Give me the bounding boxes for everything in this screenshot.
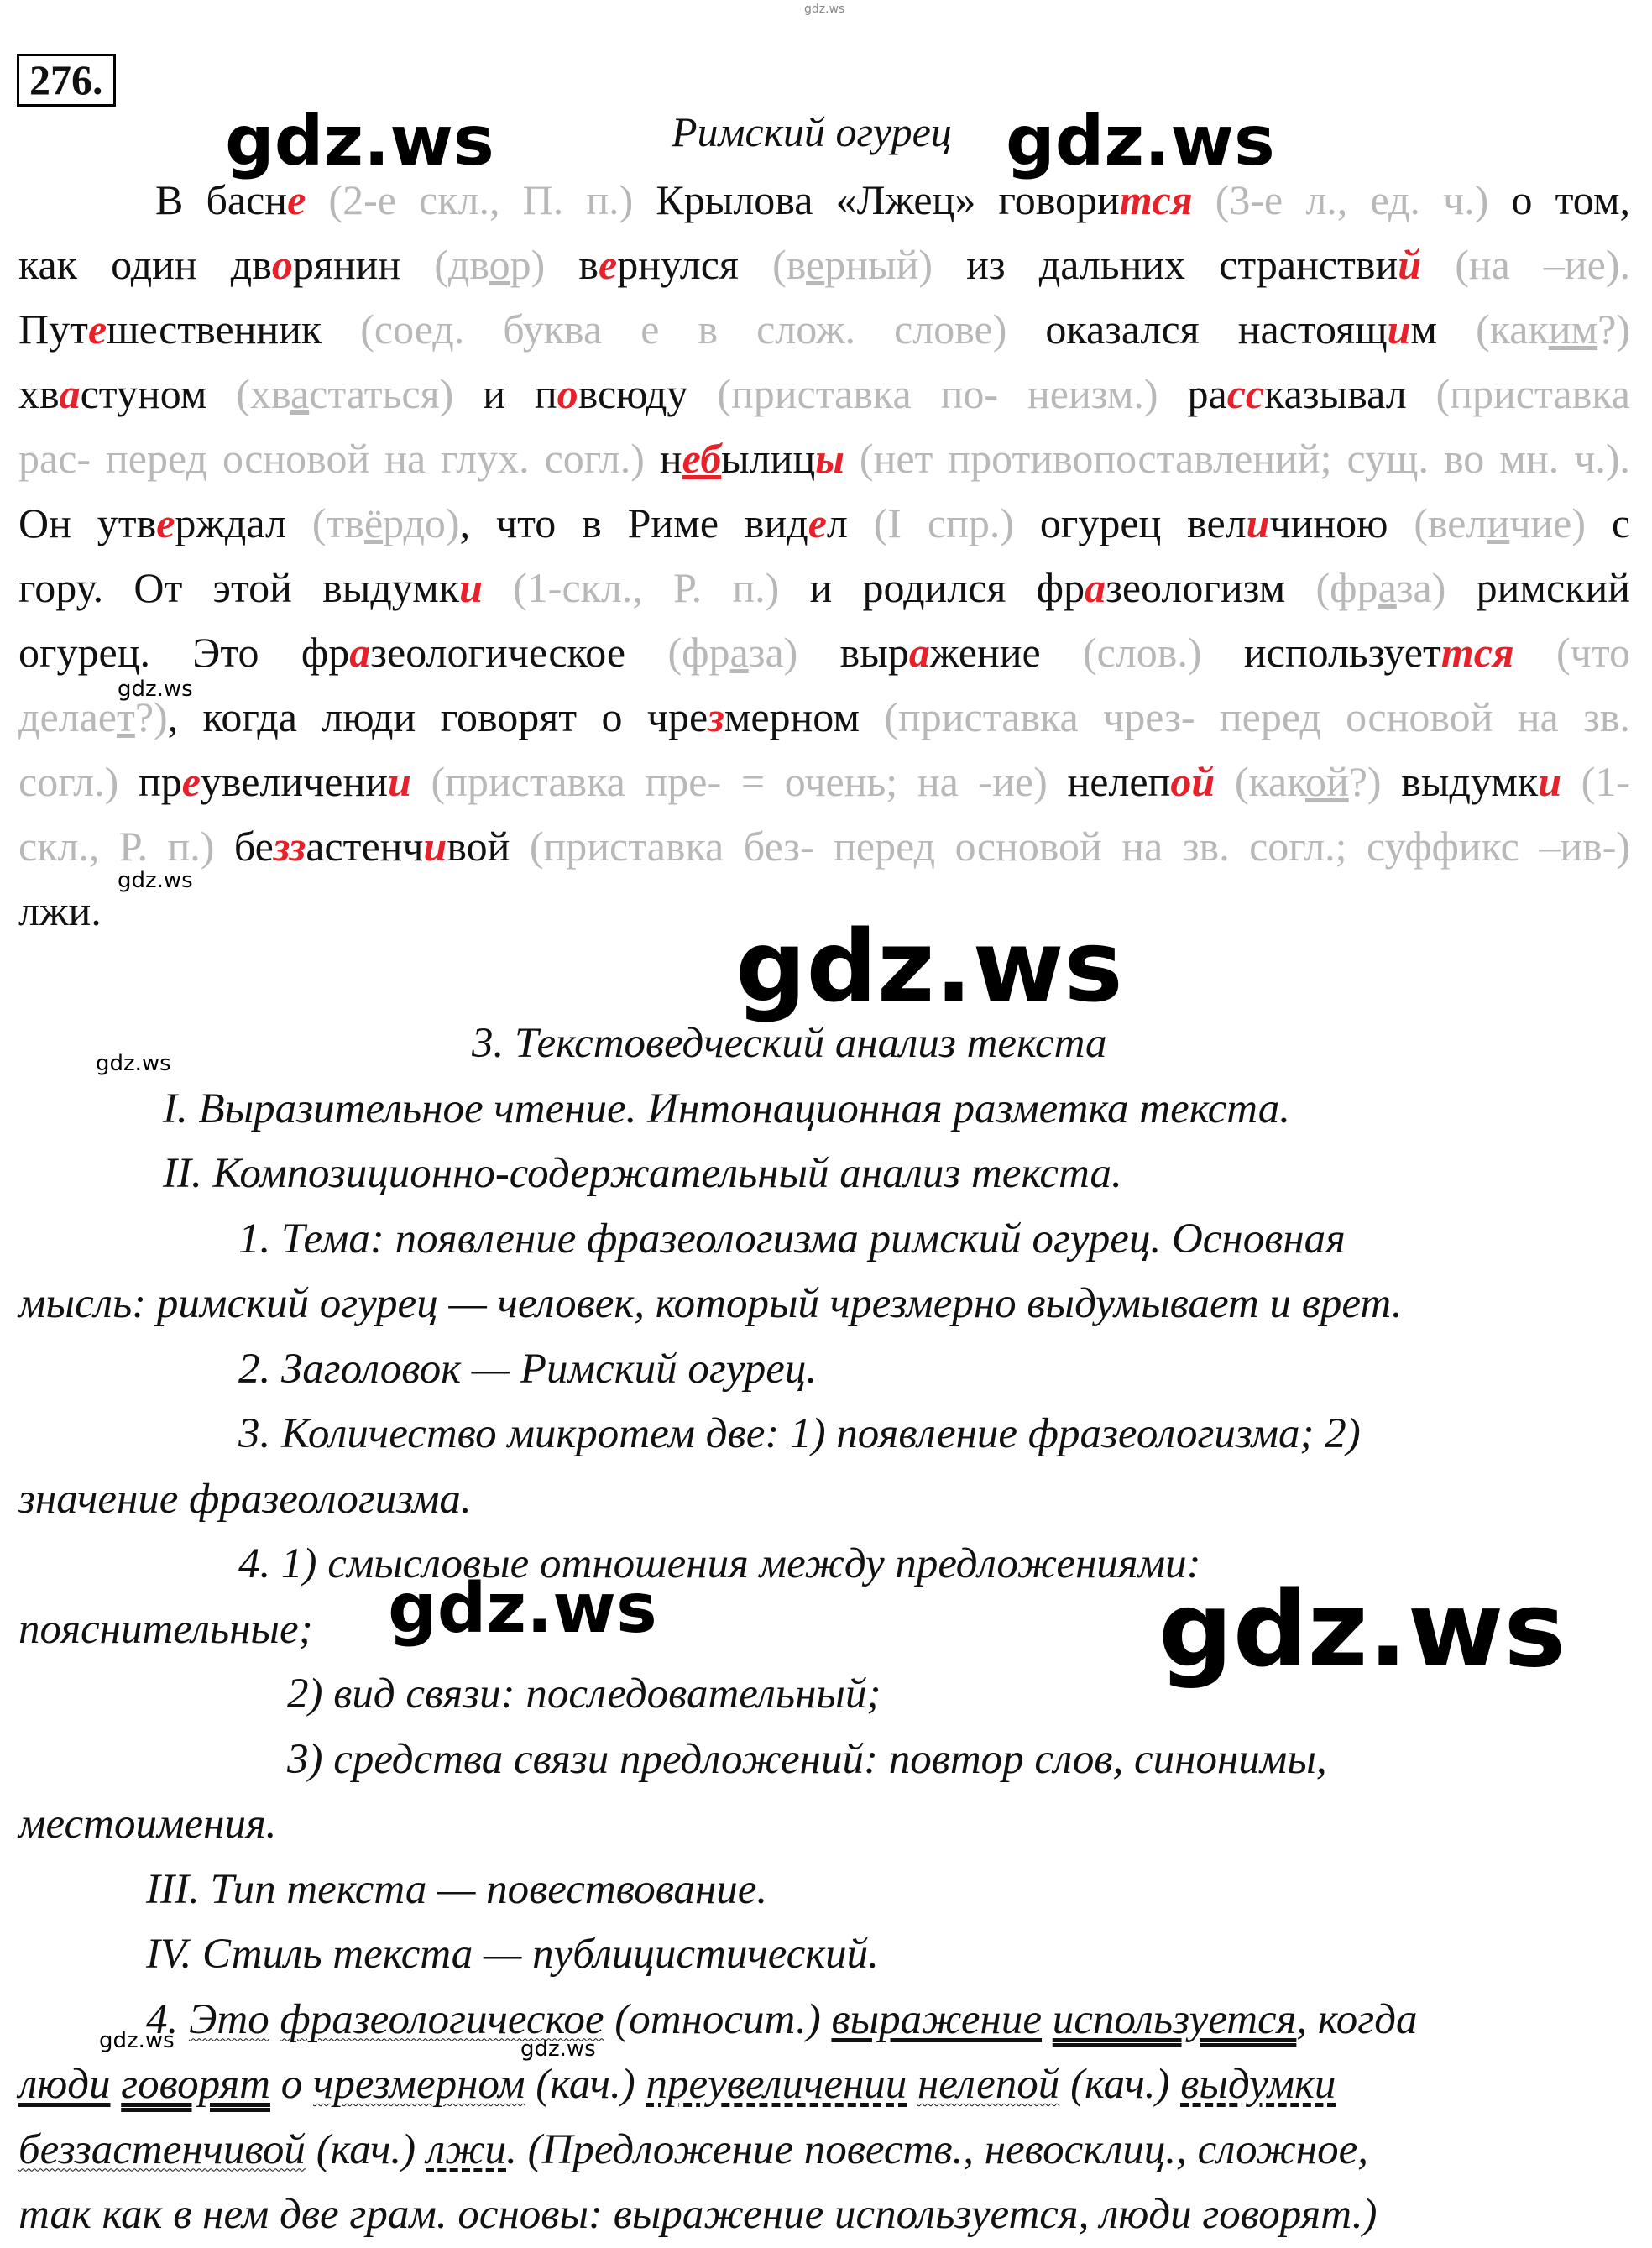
sentence-parse-line-3: беззастенчивой (кач.) лжи. (Предложение повеств., невосклиц., сложное, <box>18 2125 1368 2173</box>
text-line: В басне (2-е скл., П. п.) Крылова «Лжец» говорится (3-е л., ед. ч.) о том, <box>155 176 1630 223</box>
watermark: gdz.ws <box>1158 1570 1566 1691</box>
exercise-number: 276. <box>17 54 116 107</box>
analysis-heading: 3. Текстоведческий анализ текста <box>472 1020 1107 1067</box>
watermark-top: gdz.ws <box>804 3 845 16</box>
analysis-item-i: I. Выразительное чтение. Интонационная разметка текста. <box>163 1085 1290 1132</box>
watermark: gdz.ws <box>225 102 494 181</box>
text-line: делает?), когда люди говорят о чрезмерном (приставка чрез- перед основой на зв. <box>18 693 1630 740</box>
sentence-parse-line-1: 4. Это фразеологическое (относит.) выражение используется, когда <box>146 1995 1418 2043</box>
analysis-relations-cont: пояснительные; <box>18 1605 313 1653</box>
text-line: скл., Р. п.) беззастенчивой (приставка без- перед основой на зв. согл.; суффикс –ив-) <box>18 823 1630 870</box>
text-line: рас- перед основой на глух. согл.) небылицы (нет противопоставлений; сущ. во мн. ч.). <box>18 435 1631 482</box>
text-line: Он утверждал (твёрдо), что в Риме видел (I спр.) огурец величиною (величие) с <box>18 499 1631 546</box>
analysis-link-means: 3) средства связи предложений: повтор слов, синонимы, <box>287 1735 1327 1783</box>
analysis-microthemes-cont: значение фразеологизма. <box>18 1475 472 1523</box>
analysis-link-means-cont: местоимения. <box>18 1801 277 1848</box>
text-title: Римский огурец <box>672 108 952 155</box>
analysis-title: 2. Заголовок — Римский огурец. <box>238 1345 818 1393</box>
watermark: gdz.ws <box>388 1569 657 1649</box>
watermark: gdz.ws <box>520 2036 596 2062</box>
watermark: gdz.ws <box>118 677 193 702</box>
text-line: огурец. Это фразеологическое (фраза) выражение (слов.) используеттся (что <box>18 629 1631 676</box>
watermark: gdz.ws <box>118 868 193 893</box>
watermark: gdz.ws <box>96 1051 171 1076</box>
analysis-item-ii: II. Композиционно-содержательный анализ текста. <box>163 1150 1122 1197</box>
sentence-parse-line-2: люди говорят о чрезмерном (кач.) преувеличении нелепой (кач.) выдумки <box>18 2061 1336 2108</box>
analysis-microthemes: 3. Количество микротем две: 1) появление фразеологизма; 2) <box>238 1410 1361 1457</box>
text-analysis <box>18 1012 1630 2248</box>
watermark: gdz.ws <box>735 908 1123 1024</box>
analysis-relations: 4. 1) смысловые отношения между предложениями: <box>238 1540 1201 1587</box>
text-line: как один дворянин (двор) вернулся (верный) из дальних странствий (на –ие). <box>18 241 1631 288</box>
text-line: согл.) преувеличении (приставка пре- = очень; на -ие) нелепой (какой?) выдумки (1- <box>18 758 1630 805</box>
text-line: хвастуном (хвастаться) и повсюду (приставка по- неизм.) рассказывал (приставка <box>18 370 1630 417</box>
watermark: gdz.ws <box>99 2028 175 2053</box>
analysis-main-idea: мысль: римский огурец — человек, который чрезмерно выдумывает и врет. <box>18 1280 1403 1327</box>
text-line: гору. От этой выдумки (1-скл., Р. п.) и родился фразеологизм (фраза) римский <box>18 564 1630 611</box>
analysis-text-type: III. Тип текста — повествование. <box>146 1865 768 1913</box>
text-line: лжи. <box>18 887 102 934</box>
analysis-text-style: IV. Стиль текста — публицистический. <box>146 1931 879 1978</box>
text-line: Путешественник (соед. буква е в слож. слове) оказался настоящим (каким?) <box>18 306 1630 353</box>
annotated-paragraph <box>18 168 1630 944</box>
analysis-link-type: 2) вид связи: последовательный; <box>287 1670 881 1717</box>
watermark: gdz.ws <box>1006 102 1275 181</box>
analysis-theme: 1. Тема: появление фразеологизма римский огурец. Основная <box>238 1215 1346 1263</box>
sentence-parse-line-4: так как в нем две грам. основы: выражение используется, люди говорят.) <box>18 2191 1378 2238</box>
